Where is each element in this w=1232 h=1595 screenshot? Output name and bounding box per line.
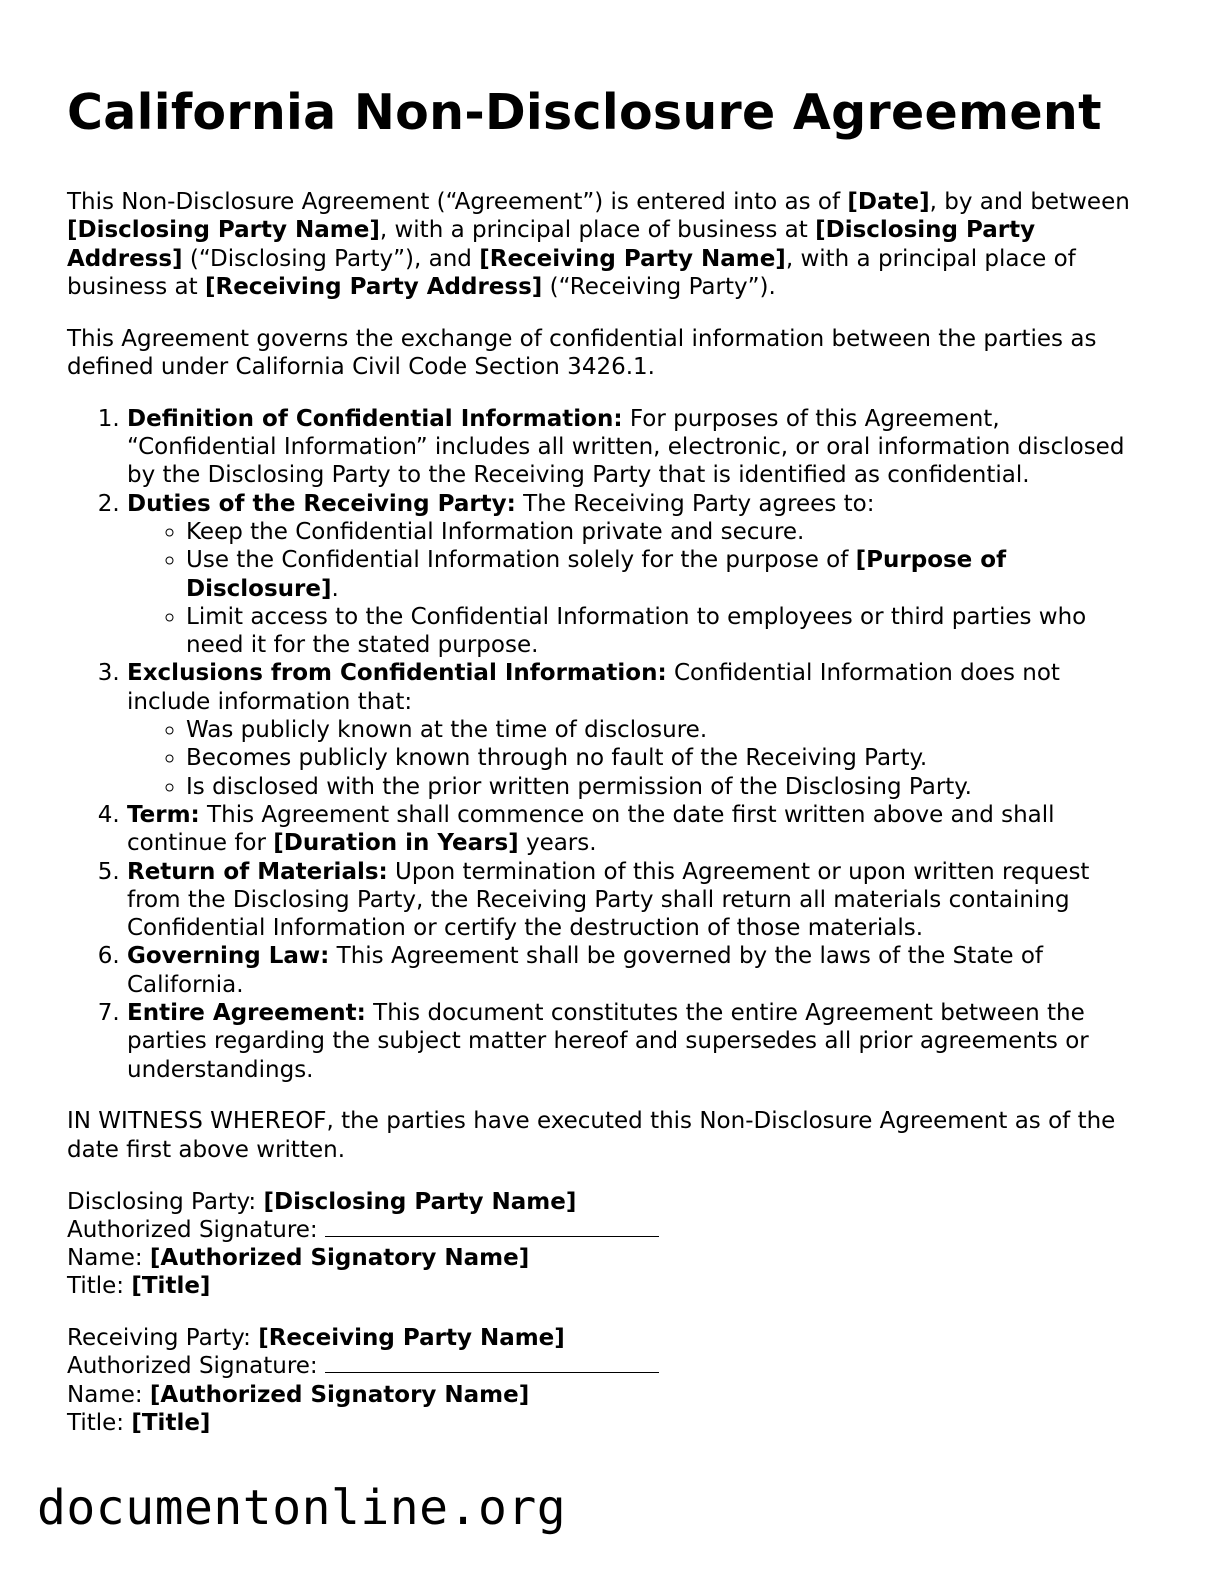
governs-paragraph: This Agreement governs the exchange of confidential information between the parties as defined under California Civil Code Section 3426.1. [67,325,1097,380]
signature-line [67,1352,1147,1380]
title-value: [Title] [131,1273,211,1300]
intro-text: , by and between [929,189,1130,215]
signature-field[interactable] [325,1216,659,1237]
intro-text: , with a principal place of business at [67,245,1076,300]
section-text: This Agreement shall commence on the date first written above and shall continue for [127,801,1055,857]
exclusions-list [127,716,1147,801]
signature-field[interactable] [325,1352,659,1373]
section-text: This document constitutes the entire Agreement between the parties regarding the subject matter hereof and supersedes all prior agreements or understandings. [127,1000,1089,1083]
disclosing-name-placeholder: [Disclosing Party Name] [67,217,380,244]
title-line [67,1409,1147,1437]
section-heading: Entire Agreement: [127,1000,366,1027]
list-item: ◦ Becomes publicly known through no fault of the Receiving Party. [186,744,1147,772]
list-item: ◦ Limit access to the Confidential Information to employees or third parties who need it for the stated purpose. [186,603,1147,660]
name-line [67,1381,1147,1409]
duration-placeholder: [Duration in Years] [273,830,519,857]
name-value: [Authorized Signatory Name] [149,1245,530,1272]
section-heading: Exclusions from Confidential Information: [127,660,667,687]
section-text: The Receiving Party agrees to: [515,490,875,517]
party-line [67,1188,1147,1216]
list-item-text: . [331,575,339,602]
section-duties [127,490,1147,660]
intro-text: (“Disclosing Party”), and [182,245,480,272]
signature-label: Authorized Signature: [67,1353,325,1380]
name-label: Name: [67,1381,150,1408]
section-heading: Definition of Confidential Information: [127,405,623,432]
receiving-name-placeholder: [Receiving Party Name] [479,245,786,272]
list-item: ◦ Is disclosed with the prior written permission of the Disclosing Party. [186,773,1147,801]
section-exclusions [127,659,1147,800]
intro-text: This Non-Disclosure Agreement (“Agreement”) is entered into as of [67,189,848,215]
list-item: ◦ Keep the Confidential Information private and secure. [186,518,1147,546]
intro-text: (“Receiving Party”). [542,273,776,300]
watermark-text: documentonline.org [37,1480,567,1536]
section-text: Confidential Information does not include information that: [127,660,1060,715]
section-text: This Agreement shall be governed by the laws of the State of California. [127,943,1044,998]
duties-list [127,518,1147,659]
name-value: [Authorized Signatory Name] [149,1381,530,1408]
party-label: Disclosing Party: [67,1188,264,1215]
sections-list [67,405,1147,1084]
list-item: ◦ Was publicly known at the time of disclosure. [186,716,1147,744]
section-text: years. [518,830,597,857]
name-label: Name: [67,1245,150,1272]
disclosing-signature-block [67,1188,1147,1301]
title-label: Title: [67,1273,132,1300]
purpose-placeholder: [Purpose of Disclosure] [186,547,1007,602]
section-text: Upon termination of this Agreement or upon written request from the Disclosing Party, the Receiving Party shall return all materials containing Confidential Information or certify the destruction of those materials. [127,858,1090,942]
date-placeholder: [Date] [847,189,930,215]
party-value: [Receiving Party Name] [258,1325,565,1352]
title-line [67,1272,1147,1300]
section-heading: Governing Law: [127,943,330,970]
section-heading: Return of Materials: [127,858,388,885]
document-page [67,80,1147,1461]
party-label: Receiving Party: [67,1325,259,1352]
section-governing-law [127,942,1147,999]
disclosing-address-placeholder: [Disclosing Party Address] [67,217,1036,272]
intro-paragraph [67,188,1147,301]
title-label: Title: [67,1410,132,1437]
witness-paragraph: IN WITNESS WHEREOF, the parties have executed this Non-Disclosure Agreement as of the date first above written. [67,1108,1116,1163]
section-return-of-materials [127,858,1147,943]
party-line [67,1324,1147,1352]
section-text: For purposes of this Agreement, “Confidential Information” includes all written, electronic, or oral information disclosed by the Disclosing Party to the Receiving Party that is identified as confidential. [127,405,1125,489]
section-term [127,801,1147,858]
section-heading: Term: [127,801,200,828]
section-definition [127,405,1147,490]
signature-label: Authorized Signature: [67,1216,325,1243]
signature-line [67,1216,1147,1244]
section-heading: Duties of the Receiving Party: [127,490,516,517]
section-entire-agreement [127,999,1147,1084]
name-line [67,1244,1147,1272]
receiving-signature-block [67,1324,1147,1437]
list-item-text: Use the Confidential Information solely for the purpose of [186,547,856,574]
receiving-address-placeholder: [Receiving Party Address] [204,273,543,300]
intro-text: , with a principal place of business at [379,217,816,244]
party-value: [Disclosing Party Name] [263,1188,577,1215]
title-value: [Title] [131,1410,211,1437]
document-title: California Non-Disclosure Agreement [67,84,1102,141]
list-item [186,546,1147,603]
